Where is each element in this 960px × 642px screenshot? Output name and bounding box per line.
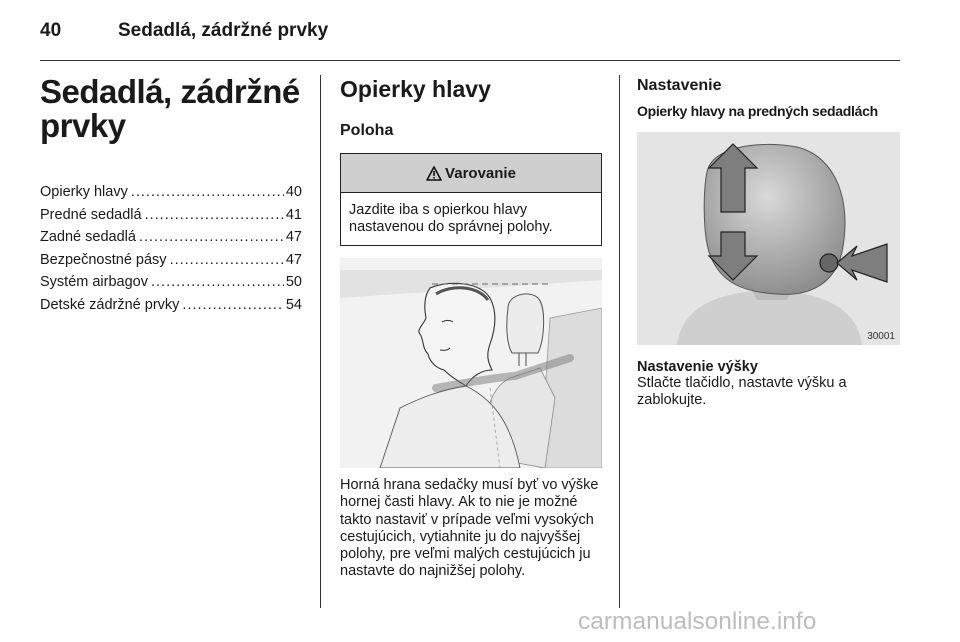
- toc-leader: [131, 181, 284, 204]
- toc-label[interactable]: Bezpečnostné pásy: [40, 251, 167, 268]
- toc-label[interactable]: Detské zádržné prvky: [40, 296, 180, 313]
- toc-page[interactable]: 50: [285, 274, 302, 290]
- page-number: 40: [40, 20, 62, 41]
- toc-entry[interactable]: [40, 294, 302, 317]
- column-1: [40, 75, 302, 316]
- toc-entry[interactable]: [40, 249, 302, 272]
- chapter-title-line-2: prvky: [40, 107, 126, 144]
- toc-leader: [139, 226, 284, 249]
- column-2: [340, 75, 602, 581]
- toc-page[interactable]: 54: [285, 296, 302, 313]
- warning-header: [341, 154, 601, 193]
- toc-page[interactable]: 47: [285, 251, 302, 268]
- position-paragraph: Horná hrana sedačky musí byť vo výške hornej časti hlavy. Ak to nie je možné takto nastaviť v prípade veľmi vysokých cestujúcich, vytiahnite ju do najvyššej polohy, pre veľmi malých cestujúcich ju nastavte do najnižšej polohy.: [340, 477, 599, 580]
- adjustment-title: Nastavenie: [637, 77, 722, 94]
- warning-box: [340, 153, 602, 246]
- table-of-contents: [40, 181, 302, 316]
- warning-title: Varovanie: [445, 164, 516, 182]
- toc-entry[interactable]: [40, 271, 302, 294]
- headrest-position-illustration: [340, 258, 602, 468]
- height-adjustment-text: Stlačte tlačidlo, nastavte výšku a zablokujte.: [637, 375, 847, 408]
- toc-entry[interactable]: [40, 204, 302, 227]
- toc-label[interactable]: Opierky hlavy: [40, 184, 128, 200]
- subsection-title: Poloha: [340, 122, 394, 139]
- warning-text: Jazdite iba s opierkou hlavy nastavenou do správnej polohy.: [349, 202, 553, 235]
- toc-page[interactable]: 47: [285, 229, 302, 245]
- column-3: [637, 75, 902, 409]
- headrest-adjust-drawing: [637, 132, 900, 345]
- toc-label[interactable]: Systém airbagov: [40, 274, 148, 290]
- toc-entry[interactable]: [40, 226, 302, 249]
- driver-headrest-drawing: [340, 258, 602, 468]
- toc-leader: [151, 271, 284, 294]
- watermark: carmanualsonline.info: [578, 608, 817, 635]
- section-title: Opierky hlavy: [340, 76, 491, 102]
- header-rule: [40, 60, 900, 61]
- toc-leader: [145, 204, 284, 227]
- release-button-icon: [820, 254, 838, 272]
- height-adjustment-title: Nastavenie výšky: [637, 359, 758, 375]
- headrest-adjustment-photo: [637, 132, 900, 345]
- column-divider-1: [320, 75, 321, 608]
- chapter-title-line-1: Sedadlá, zádržné: [40, 73, 300, 110]
- toc-page[interactable]: 41: [285, 206, 302, 223]
- front-seat-headrests-subtitle: Opierky hlavy na predných sedadlách: [637, 103, 878, 119]
- toc-label[interactable]: Zadné sedadlá: [40, 229, 136, 245]
- chapter-title: [40, 75, 302, 143]
- toc-page[interactable]: 40: [285, 184, 302, 200]
- figure-code: 30001: [867, 331, 895, 342]
- toc-label[interactable]: Predné sedadlá: [40, 206, 142, 223]
- toc-entry[interactable]: [40, 181, 302, 204]
- toc-leader: [170, 249, 284, 272]
- toc-leader: [182, 294, 283, 317]
- page-header-title: Sedadlá, zádržné prvky: [118, 20, 329, 41]
- column-divider-2: [619, 75, 620, 608]
- warning-triangle-icon: [426, 166, 442, 181]
